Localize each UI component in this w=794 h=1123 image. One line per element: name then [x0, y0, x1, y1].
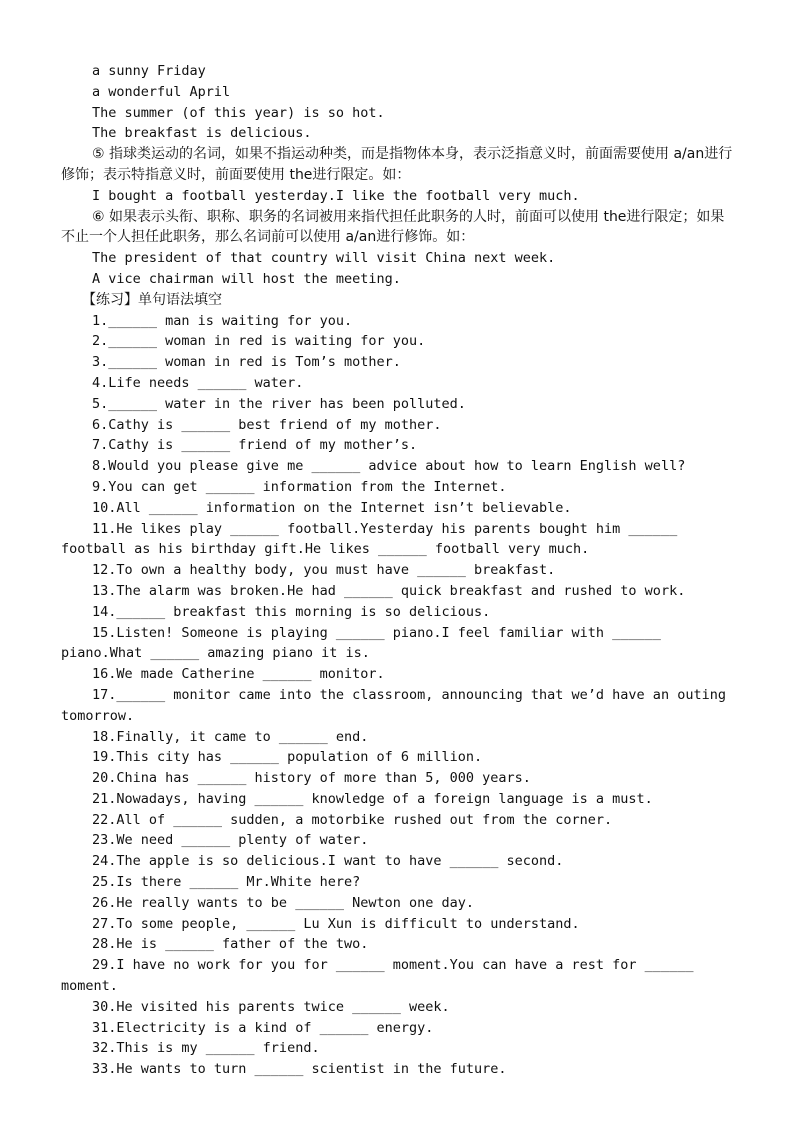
example-line: a sunny Friday: [92, 63, 206, 79]
exercise-item: 18.Finally, it came to ______ end.: [92, 728, 369, 745]
exercise-item: 29.I have no work for you for ______ moment.You can have a rest for ______ moment.: [61, 957, 694, 995]
exercise-item: 8.Would you please give me ______ advice about how to learn English well?: [92, 458, 686, 475]
exercise-item: 14.______ breakfast this morning is so delicious.: [92, 603, 491, 620]
exercise-item: 15.Listen! Someone is playing ______ piano.I feel familiar with ______ piano.What ______ amazing piano it is.: [61, 624, 661, 662]
rule-6-text: ⑥ 如果表示头衔、职称、职务的名词被用来指代担任此职务的人时，前面可以使用 the进行限定；如果不止一个人担任此职务，那么名词前可以使用 a/an进行修饰。如：: [61, 208, 725, 246]
exercise-item: 20.China has ______ history of more than 5, 000 years.: [92, 770, 531, 787]
exercise-item: 22.All of ______ sudden, a motorbike rushed out from the corner.: [92, 811, 613, 828]
exercise-item: 13.The alarm was broken.He had ______ quick breakfast and rushed to work.: [92, 582, 686, 599]
exercise-item: 21.Nowadays, having ______ knowledge of a foreign language is a must.: [92, 790, 653, 807]
rule-5-text: ⑤ 指球类运动的名词，如果不指运动种类，而是指物体本身，表示泛指意义时，前面需要使用 a/an进行修饰；表示特指意义时，前面要使用 the进行限定。如：: [61, 146, 733, 183]
exercise-item: 30.He visited his parents twice ______ week.: [92, 998, 450, 1015]
exercise-item: 32.This is my ______ friend.: [92, 1040, 320, 1057]
exercise-item: 7.Cathy is ______ friend of my mother’s.: [92, 437, 418, 454]
exercise-item: 1.______ man is waiting for you.: [92, 312, 353, 329]
exercise-item: 16.We made Catherine ______ monitor.: [92, 666, 385, 683]
exercise-item: 23.We need ______ plenty of water.: [92, 832, 369, 849]
example-line: The summer (of this year) is so hot.: [92, 104, 385, 121]
exercise-item: 12.To own a healthy body, you must have ______ breakfast.: [92, 562, 556, 579]
rule-6-example: The president of that country will visit China next week.: [92, 250, 556, 267]
rule-6-example: A vice chairman will host the meeting.: [92, 270, 401, 287]
exercise-item: 5.______ water in the river has been polluted.: [92, 395, 466, 412]
exercise-item: 10.All ______ information on the Internet isn’t believable.: [92, 499, 572, 516]
exercise-item: 25.Is there ______ Mr.White here?: [92, 874, 361, 891]
exercise-item: 11.He likes play ______ football.Yesterday his parents bought him ______ football as his birthday gift.He likes ______ football very much.: [61, 520, 678, 558]
exercise-item: 17.______ monitor came into the classroom, announcing that we’d have an outing tomorrow.: [61, 686, 726, 724]
document-body: [61, 61, 734, 1080]
exercise-item: 28.He is ______ father of the two.: [92, 936, 369, 953]
exercise-item: 4.Life needs ______ water.: [92, 374, 304, 391]
example-line: The breakfast is delicious.: [92, 125, 312, 142]
exercise-item: 27.To some people, ______ Lu Xun is difficult to understand.: [92, 915, 580, 932]
exercise-item: 2.______ woman in red is waiting for you.: [92, 333, 426, 350]
exercise-item: 24.The apple is so delicious.I want to have ______ second.: [92, 853, 564, 870]
exercise-heading: 【练习】单句语法填空: [82, 291, 222, 308]
rule-5-example: I bought a football yesterday.I like the football very much.: [92, 187, 580, 204]
exercise-item: 19.This city has ______ population of 6 million.: [92, 749, 483, 766]
exercise-item: 33.He wants to turn ______ scientist in the future.: [92, 1061, 507, 1078]
exercise-item: 3.______ woman in red is Tom’s mother.: [92, 354, 401, 371]
example-line: a wonderful April: [92, 83, 231, 100]
exercise-list: [61, 311, 734, 1080]
exercise-item: 26.He really wants to be ______ Newton one day.: [92, 894, 475, 911]
exercise-item: 6.Cathy is ______ best friend of my mother.: [92, 416, 442, 433]
exercise-item: 9.You can get ______ information from the Internet.: [92, 478, 507, 495]
exercise-item: 31.Electricity is a kind of ______ energy.: [92, 1019, 434, 1036]
